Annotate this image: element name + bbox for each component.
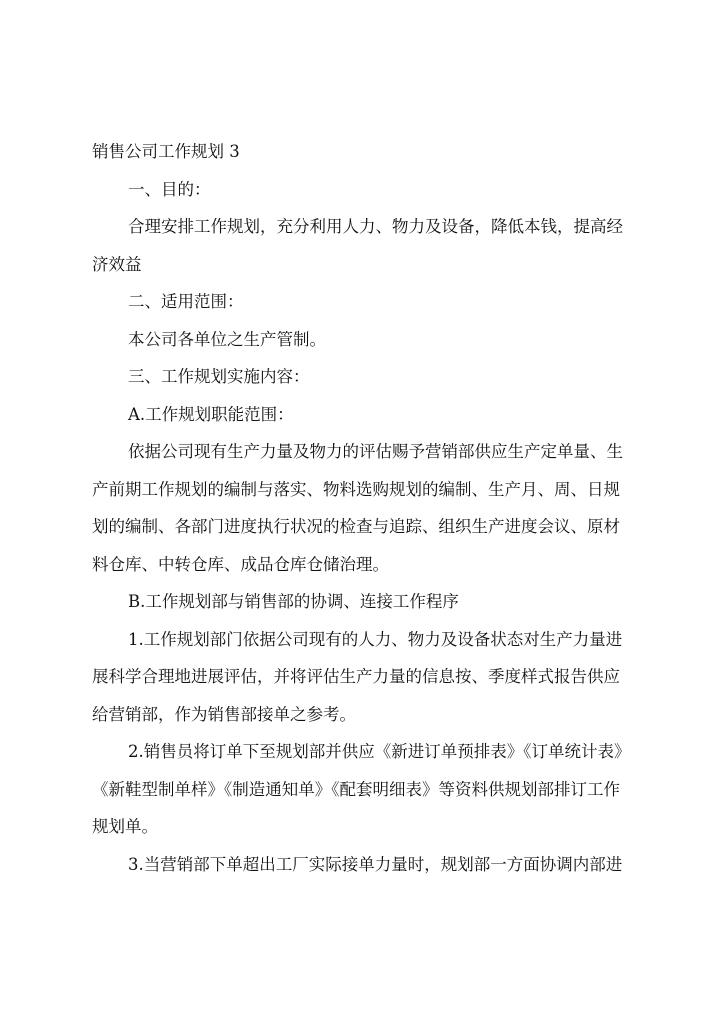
document-line: 济效益 xyxy=(92,254,142,274)
document-line: 依据公司现有生产力量及物力的评估赐予营销部供应生产定单量、生 xyxy=(128,442,623,461)
document-line: 料仓库、中转仓库、成品仓库仓储治理。 xyxy=(92,554,389,574)
document-line: 给营销部，作为销售部接单之参考。 xyxy=(92,704,356,724)
document-line: 三、工作规划实施内容： xyxy=(128,367,310,386)
document-line: 规划单。 xyxy=(92,817,158,836)
document-line: B.工作规划部与销售部的协调、连接工作程序 xyxy=(128,592,459,611)
document-line: 产前期工作规划的编制与落实、物料选购规划的编制、生产月、周、日规 xyxy=(92,479,620,499)
document-title: 销售公司工作规划 3 xyxy=(92,142,240,161)
document-body xyxy=(92,133,640,883)
document-line: 1.工作规划部门依据公司现有的人力、物力及设备状态对生产力量进 xyxy=(128,629,623,649)
document-line: 合理安排工作规划，充分利用人力、物力及设备，降低本钱，提高经 xyxy=(128,217,623,236)
document-line: 3.当营销部下单超出工厂实际接单力量时，规划部一方面协调内部进 xyxy=(128,854,623,874)
document-line: A.工作规划职能范围： xyxy=(128,404,294,424)
document-lines xyxy=(92,171,640,884)
document-line: 《新鞋型制单样》《制造通知单》《配套明细表》等资料供规划部排订工作 xyxy=(92,779,620,799)
document-line: 划的编制、各部门进度执行状况的检查与追踪、组织生产进度会议、原材 xyxy=(92,517,620,536)
document-line: 二、适用范围： xyxy=(128,292,244,311)
document-line: 2.销售员将订单下至规划部并供应《新进订单预排表》《订单统计表》 xyxy=(128,742,631,761)
document-line: 本公司各单位之生产管制。 xyxy=(128,329,326,349)
document-line: 一、目的： xyxy=(128,179,211,199)
document-line: 展科学合理地进展评估，并将评估生产力量的信息按、季度样式报告供应 xyxy=(92,667,620,686)
